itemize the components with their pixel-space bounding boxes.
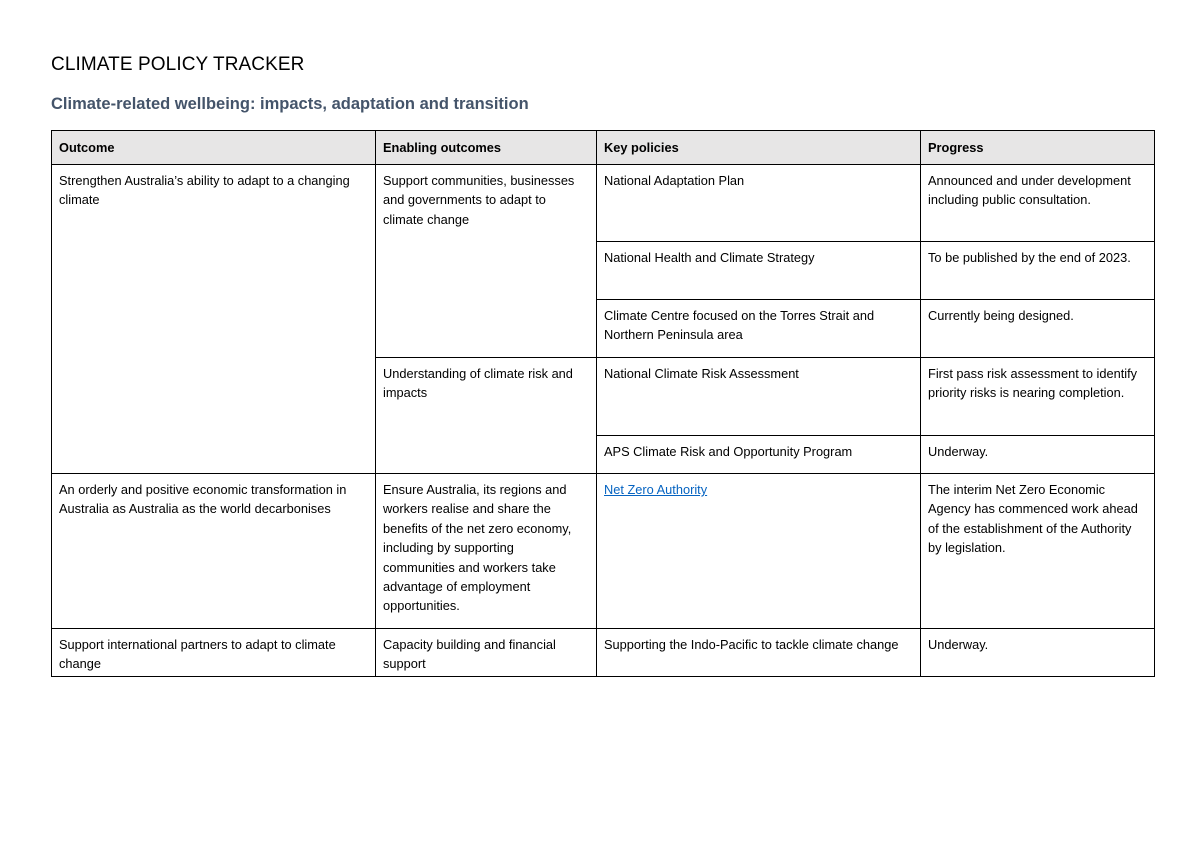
key-policy-cell: Supporting the Indo-Pacific to tackle climate change <box>597 629 921 677</box>
key-policy-cell: National Adaptation Plan <box>597 165 921 242</box>
policy-tracker-table <box>51 130 1155 677</box>
net-zero-authority-link[interactable]: Net Zero Authority <box>604 482 708 497</box>
key-policy-cell: APS Climate Risk and Opportunity Program <box>597 436 921 474</box>
key-policy-cell <box>597 474 921 629</box>
table-row <box>52 165 1155 242</box>
key-policy-cell: National Health and Climate Strategy <box>597 242 921 300</box>
enabling-outcome-cell: Understanding of climate risk and impacts <box>376 358 597 474</box>
document-subtitle: Climate-related wellbeing: impacts, adaptation and transition <box>51 95 529 113</box>
header-key-policies: Key policies <box>597 131 921 165</box>
progress-cell: Currently being designed. <box>921 300 1155 358</box>
enabling-outcome-cell: Capacity building and financial support <box>376 629 597 677</box>
header-progress: Progress <box>921 131 1155 165</box>
progress-cell: Underway. <box>921 629 1155 677</box>
progress-cell: The interim Net Zero Economic Agency has commenced work ahead of the establishment of the Authority by legislation. <box>921 474 1155 629</box>
enabling-outcome-cell: Support communities, businesses and governments to adapt to climate change <box>376 165 597 358</box>
header-enabling-outcomes: Enabling outcomes <box>376 131 597 165</box>
progress-cell: To be published by the end of 2023. <box>921 242 1155 300</box>
progress-cell: First pass risk assessment to identify priority risks is nearing completion. <box>921 358 1155 436</box>
progress-cell: Announced and under development including public consultation. <box>921 165 1155 242</box>
header-outcome: Outcome <box>52 131 376 165</box>
key-policy-cell: Climate Centre focused on the Torres Strait and Northern Peninsula area <box>597 300 921 358</box>
key-policy-cell: National Climate Risk Assessment <box>597 358 921 436</box>
table-row <box>52 629 1155 677</box>
enabling-outcome-cell: Ensure Australia, its regions and workers realise and share the benefits of the net zero economy, including by supporting communities and workers take advantage of employment opportunities. <box>376 474 597 629</box>
outcome-cell: Support international partners to adapt to climate change <box>52 629 376 677</box>
table-row <box>52 474 1155 629</box>
document-title: CLIMATE POLICY TRACKER <box>51 54 305 75</box>
table-header-row <box>52 131 1155 165</box>
outcome-cell: An orderly and positive economic transformation in Australia as Australia as the world decarbonises <box>52 474 376 629</box>
progress-cell: Underway. <box>921 436 1155 474</box>
outcome-cell: Strengthen Australia’s ability to adapt to a changing climate <box>52 165 376 474</box>
